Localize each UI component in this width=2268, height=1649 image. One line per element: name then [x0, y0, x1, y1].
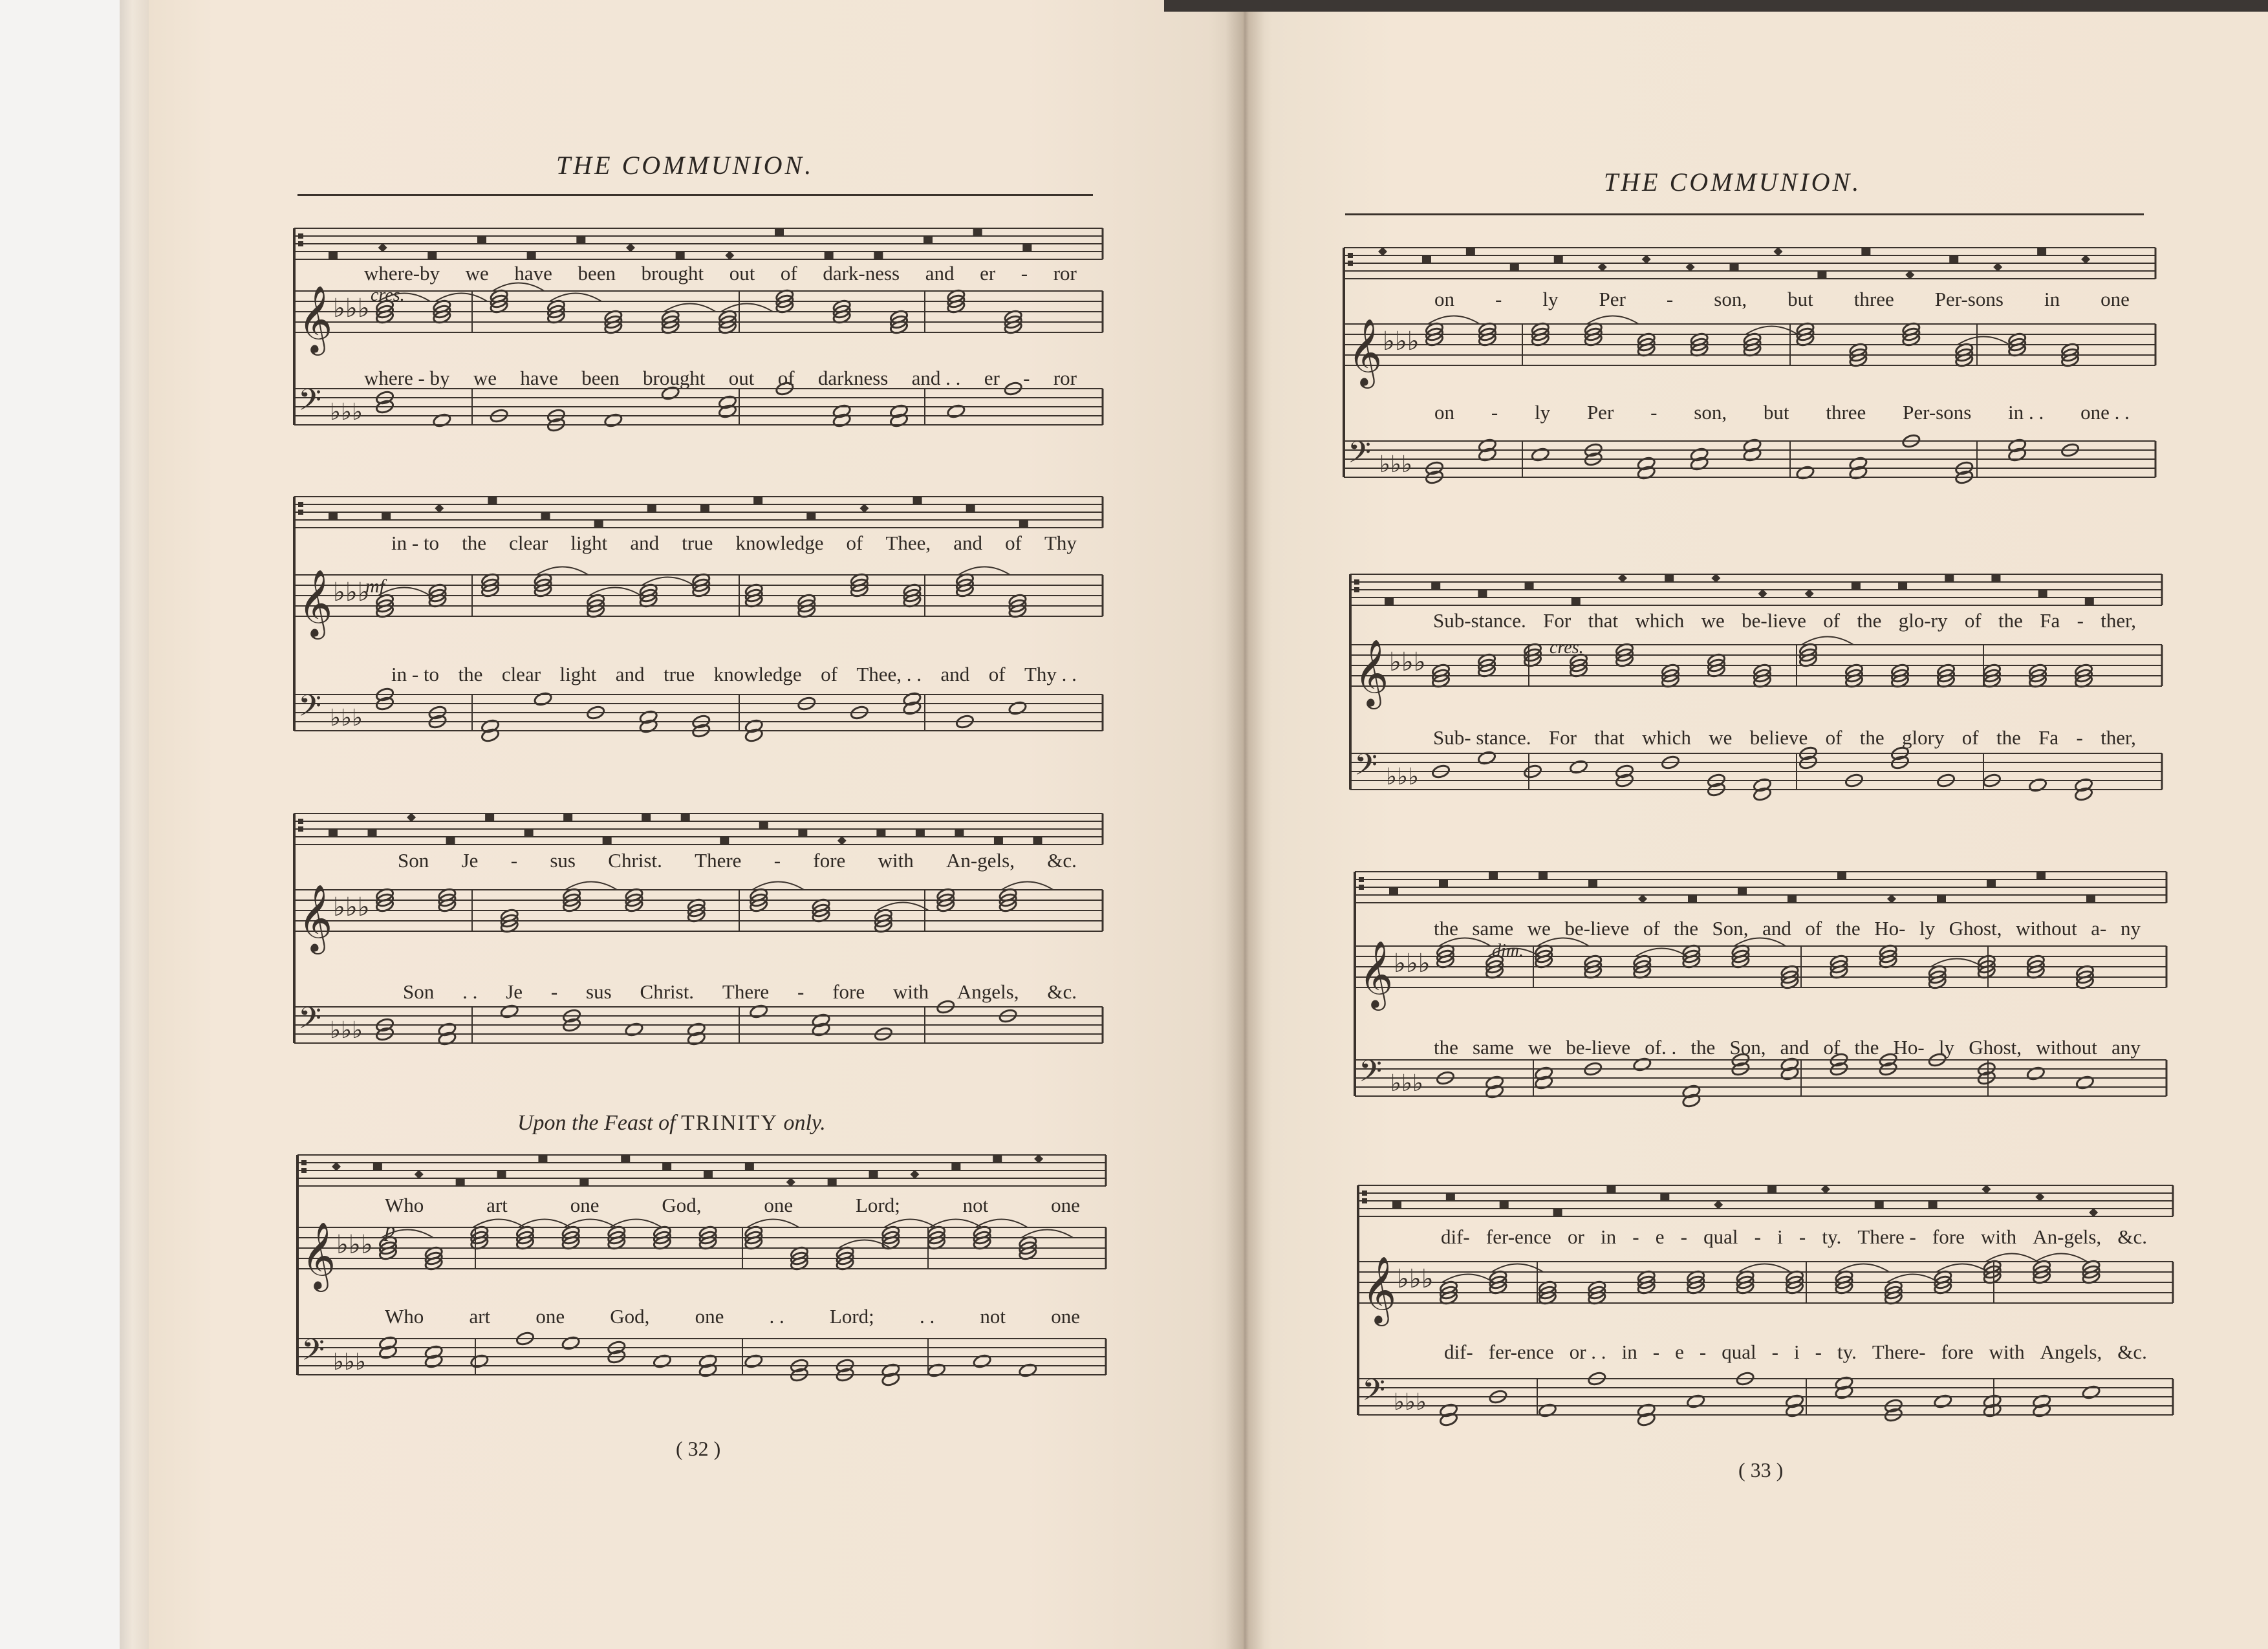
lyric-syllable: the [458, 663, 483, 685]
lyric-syllable: Thee, [885, 532, 931, 554]
svg-text:♭♭♭: ♭♭♭ [333, 892, 370, 922]
lyric-syllable: qual [1703, 1225, 1738, 1248]
lyric-syllable: one [1051, 1194, 1080, 1216]
lyric-syllable: Fa [2040, 609, 2060, 632]
svg-text:♭♭♭: ♭♭♭ [1386, 764, 1419, 790]
left-page-number: ( 32 ) [676, 1437, 721, 1460]
trinity-rubric [517, 1111, 826, 1136]
lyric-syllable: Fa [2038, 726, 2059, 749]
lyric-syllable: and . . [911, 367, 961, 389]
svg-text:𝄞: 𝄞 [298, 884, 333, 952]
lyric-syllable: been [578, 262, 616, 285]
svg-text:𝄢: 𝄢 [298, 689, 322, 731]
svg-text:♭♭♭: ♭♭♭ [1379, 451, 1412, 478]
lyric-syllable: without [2036, 1036, 2097, 1059]
lyric-syllable: that [1588, 609, 1619, 632]
lyric-syllable: An-gels, [2033, 1225, 2102, 1248]
lyric-syllable: Son [398, 849, 429, 872]
lyric-syllable: There [695, 849, 742, 872]
lyric-syllable: Who [385, 1305, 424, 1328]
lyric-syllable: ly [1938, 1036, 1955, 1059]
lyric-syllable: have [520, 367, 558, 389]
lyric-syllable: ror [1053, 262, 1077, 285]
svg-text:𝄢: 𝄢 [1362, 1373, 1386, 1415]
lyric-syllable: with [878, 849, 914, 872]
lyric-syllable: Who [385, 1194, 424, 1216]
staff-notation [1344, 242, 2155, 514]
lyric-syllable: ly [1534, 401, 1551, 424]
lyric-syllable: three [1826, 401, 1866, 424]
lyric-syllable: God, [662, 1194, 702, 1216]
lyric-syllable: be-lieve [1742, 609, 1806, 632]
lyric-syllable: - [1754, 1225, 1761, 1248]
lyric-syllable: of [1961, 726, 1979, 749]
lyric-syllable: There [722, 980, 770, 1003]
svg-text:♭♭♭: ♭♭♭ [333, 1349, 366, 1375]
svg-text:𝄞: 𝄞 [301, 1222, 336, 1289]
lyric-syllable: the [1835, 917, 1861, 940]
lyric-syllable: but [1763, 401, 1789, 424]
lyric-syllable: Thy [1044, 532, 1077, 554]
lyric-syllable: e [1675, 1341, 1684, 1363]
lyric-syllable: . . [769, 1305, 784, 1328]
music-system [1350, 569, 2162, 821]
lyric-syllable: knowledge [735, 532, 824, 554]
lyric-syllable: and [615, 663, 645, 685]
lyric-syllable: light [559, 663, 597, 685]
lyric-syllable: ror [1053, 367, 1077, 389]
lyric-syllable: one [1051, 1305, 1080, 1328]
lyric-syllable: the [1857, 609, 1882, 632]
lyric-syllable: one [764, 1194, 794, 1216]
lyric-syllable: of. . [1645, 1036, 1677, 1059]
lyric-syllable: - [1798, 1225, 1806, 1248]
lyric-syllable: son, [1694, 401, 1727, 424]
svg-text:𝄢: 𝄢 [1359, 1054, 1383, 1096]
lyric-syllable: Per [1586, 401, 1614, 424]
lyric-syllable: . . [919, 1305, 935, 1328]
lyric-syllable: ty. [1837, 1341, 1857, 1363]
lyric-syllable: ty. [1822, 1225, 1842, 1248]
lyric-syllable: Ghost, [1969, 1036, 2022, 1059]
staff-notation [1355, 867, 2166, 1132]
lyric-syllable: For [1543, 609, 1571, 632]
lyric-syllable: true [663, 663, 695, 685]
lyric-syllable: - [797, 980, 805, 1003]
lyric-syllable: of [777, 367, 795, 389]
lyric-syllable: Christ. [608, 849, 662, 872]
lyric-syllable: dif- [1444, 1341, 1473, 1363]
lyric-syllable: ly [1542, 288, 1559, 310]
lyric-syllable: Per [1599, 288, 1626, 310]
lyric-syllable: brought [643, 367, 706, 389]
lyric-syllable: out [728, 367, 755, 389]
lyric-syllable: fore [1941, 1341, 1974, 1363]
lyric-syllable: one . . [2080, 401, 2130, 424]
lyric-syllable: Ho- [1874, 917, 1906, 940]
lyric-syllable: on [1434, 288, 1454, 310]
music-system [294, 808, 1103, 1080]
lyric-syllable: the [1996, 726, 2021, 749]
svg-text:♭♭♭: ♭♭♭ [336, 1230, 373, 1260]
lyric-syllable: we [465, 262, 489, 285]
left-page-header: THE COMMUNION. [556, 151, 814, 180]
lyric-syllable: in - to [391, 663, 440, 685]
lyric-syllable: that [1594, 726, 1625, 749]
music-system [294, 491, 1103, 770]
lyric-syllable: be-lieve [1564, 917, 1630, 940]
svg-text:♭♭♭: ♭♭♭ [1394, 949, 1431, 978]
lyric-syllable: &c. [1047, 980, 1077, 1003]
lyric-syllable: have [514, 262, 552, 285]
lyric-syllable: or [1567, 1225, 1584, 1248]
svg-text:♭♭♭: ♭♭♭ [1390, 1070, 1423, 1097]
lyric-syllable: one [695, 1305, 724, 1328]
rubric-pre: Upon the Feast of [517, 1111, 676, 1135]
lyric-syllable: e [1655, 1225, 1665, 1248]
lyric-syllable: of [780, 262, 797, 285]
lyric-syllable: Per-sons [1903, 401, 1972, 424]
lyric-syllable: the [462, 532, 487, 554]
dynamic-marking: p [385, 1218, 395, 1241]
svg-text:♭♭♭: ♭♭♭ [330, 705, 363, 731]
lyric-syllable: Son [403, 980, 435, 1003]
lyric-syllable: been [581, 367, 620, 389]
lyric-syllable: - [550, 980, 558, 1003]
lyric-syllable: which [1635, 609, 1685, 632]
lyric-syllable: clear [509, 532, 548, 554]
lyric-syllable: - [2076, 726, 2083, 749]
rubric-feast: TRINITY [681, 1111, 779, 1135]
lyric-syllable: light [570, 532, 608, 554]
lyric-syllable: any [2111, 1036, 2141, 1059]
music-system [1344, 242, 2155, 514]
lyric-syllable: &c. [1047, 849, 1077, 872]
lyric-syllable: and [1780, 1036, 1809, 1059]
music-system [294, 223, 1103, 449]
lyric-syllable: be-lieve [1566, 1036, 1631, 1059]
lyric-syllable: - [2077, 609, 2084, 632]
lyric-syllable: Thy . . [1024, 663, 1077, 685]
lyric-syllable: Thee, . . [856, 663, 922, 685]
lyric-syllable: fore [813, 849, 846, 872]
svg-text:♭♭♭: ♭♭♭ [333, 577, 370, 607]
lyric-syllable: - [1632, 1225, 1639, 1248]
lyric-syllable: er [980, 262, 996, 285]
svg-text:♭♭♭: ♭♭♭ [330, 1017, 363, 1044]
lyric-syllable: - [1650, 401, 1658, 424]
lyric-syllable: of [1964, 609, 1982, 632]
svg-text:𝄢: 𝄢 [1348, 435, 1372, 477]
lyric-syllable: dark-ness [823, 262, 900, 285]
lyric-syllable: - [1652, 1341, 1660, 1363]
lyric-syllable: art [469, 1305, 491, 1328]
lyric-syllable: fer-ence [1485, 1225, 1551, 1248]
rubric-post: only. [783, 1111, 826, 1135]
lyric-syllable: and [1762, 917, 1791, 940]
scan-edge [1164, 0, 2268, 12]
lyric-syllable: where-by [364, 262, 440, 285]
lyric-syllable: For [1548, 726, 1577, 749]
lyric-syllable: believe [1749, 726, 1808, 749]
right-page-header: THE COMMUNION. [1604, 167, 1862, 197]
lyric-syllable: one [570, 1194, 599, 1216]
lyric-syllable: with [1989, 1341, 2025, 1363]
lyric-syllable: sus [586, 980, 612, 1003]
lyric-syllable: Son, [1712, 917, 1749, 940]
svg-text:𝄢: 𝄢 [298, 383, 322, 425]
lyric-syllable: the [1674, 917, 1698, 940]
lyric-syllable: Je [506, 980, 523, 1003]
lyric-syllable: but [1787, 288, 1813, 310]
lyric-syllable: - [1680, 1225, 1687, 1248]
lyric-syllable: - [773, 849, 781, 872]
lyric-syllable: the [1859, 726, 1885, 749]
lyric-syllable: sus [550, 849, 576, 872]
lyric-syllable: the [1434, 917, 1458, 940]
lyric-syllable: Lord; [855, 1194, 900, 1216]
lyric-syllable: of [846, 532, 863, 554]
lyric-syllable: An-gels, [946, 849, 1015, 872]
lyric-syllable: in . . [2008, 401, 2044, 424]
lyric-syllable: - [1491, 401, 1498, 424]
lyric-syllable: Angels, [2040, 1341, 2102, 1363]
lyric-syllable: God, [610, 1305, 650, 1328]
lyric-syllable: fer-ence [1488, 1341, 1554, 1363]
lyric-syllable: a- [2091, 917, 2107, 940]
lyric-syllable: true [682, 532, 713, 554]
staff-notation [294, 491, 1103, 770]
lyric-syllable: with [892, 980, 929, 1003]
lyric-syllable: There - [1857, 1225, 1916, 1248]
lyric-syllable: ther, [2101, 609, 2136, 632]
lyric-syllable: Son, [1729, 1036, 1766, 1059]
lyric-syllable: darkness [817, 367, 889, 389]
lyric-syllable: of [1005, 532, 1022, 554]
lyric-syllable: Je [461, 849, 479, 872]
svg-text:♭♭♭: ♭♭♭ [1397, 1264, 1434, 1294]
lyric-syllable: we [1709, 726, 1733, 749]
lyric-syllable: and [953, 532, 983, 554]
lyric-syllable: of [1823, 609, 1841, 632]
lyric-syllable: out [729, 262, 755, 285]
svg-text:𝄢: 𝄢 [298, 1001, 322, 1043]
svg-text:𝄞: 𝄞 [1354, 639, 1389, 707]
lyric-syllable: qual [1722, 1341, 1756, 1363]
lyric-syllable: in [2044, 288, 2060, 310]
lyric-syllable: ly [1919, 917, 1936, 940]
lyric-syllable: without [2016, 917, 2077, 940]
left-header-rule [297, 194, 1093, 196]
lyric-syllable: - [1495, 288, 1502, 310]
page-edges [120, 0, 152, 1649]
right-page-number: ( 33 ) [1738, 1458, 1784, 1482]
lyric-syllable: er [984, 367, 1000, 389]
lyric-syllable: Christ. [640, 980, 695, 1003]
lyric-syllable: Lord; [829, 1305, 874, 1328]
lyric-syllable: Per-sons [1934, 288, 2003, 310]
lyric-syllable: of [1805, 917, 1822, 940]
svg-text:𝄞: 𝄞 [298, 569, 333, 637]
lyric-syllable: and [925, 262, 955, 285]
lyric-syllable: i [1794, 1341, 1800, 1363]
right-header-rule [1345, 213, 2144, 215]
lyric-syllable: - [1815, 1341, 1822, 1363]
lyric-syllable: Ghost, [1949, 917, 2002, 940]
lyric-syllable: or . . [1569, 1341, 1606, 1363]
lyric-syllable: the [1690, 1036, 1716, 1059]
lyric-syllable: brought [641, 262, 704, 285]
lyric-syllable: not [980, 1305, 1006, 1328]
lyric-syllable: of [1825, 726, 1842, 749]
book-gutter [1226, 0, 1264, 1649]
dynamic-marking: dim. [1492, 941, 1524, 961]
lyric-syllable: - [1771, 1341, 1778, 1363]
lyric-syllable: knowledge [713, 663, 802, 685]
dynamic-marking: cres. [371, 285, 405, 305]
lyric-syllable: on [1434, 401, 1454, 424]
lyric-syllable: of [1643, 917, 1660, 940]
lyric-syllable: i [1777, 1225, 1783, 1248]
lyric-syllable: same [1473, 1036, 1514, 1059]
lyric-syllable: There- [1872, 1341, 1926, 1363]
lyric-syllable: glo-ry [1898, 609, 1948, 632]
svg-text:𝄞: 𝄞 [1348, 318, 1383, 386]
svg-text:𝄞: 𝄞 [1359, 940, 1394, 1008]
svg-text:♭♭♭: ♭♭♭ [330, 399, 363, 426]
lyric-syllable: one [2101, 288, 2130, 310]
lyric-syllable: we [473, 367, 497, 389]
staff-notation [294, 223, 1103, 449]
lyric-syllable: and [940, 663, 970, 685]
lyric-syllable: the [1434, 1036, 1458, 1059]
staff-notation [1350, 569, 2162, 821]
lyric-syllable: Sub- stance. [1433, 726, 1531, 749]
lyric-syllable: glory [1902, 726, 1945, 749]
lyric-syllable: of [1823, 1036, 1841, 1059]
lyric-syllable: clear [501, 663, 541, 685]
lyric-syllable: of [821, 663, 837, 685]
background [0, 0, 129, 1649]
lyric-syllable: son, [1714, 288, 1747, 310]
lyric-syllable: we [1527, 917, 1551, 940]
lyric-syllable: where - by [364, 367, 450, 389]
lyric-syllable: and [630, 532, 660, 554]
dynamic-marking: mf [365, 576, 385, 597]
svg-text:♭♭♭: ♭♭♭ [1394, 1389, 1427, 1416]
lyric-syllable: fore [1932, 1225, 1965, 1248]
lyric-syllable: not [962, 1194, 989, 1216]
svg-text:𝄞: 𝄞 [1362, 1256, 1397, 1324]
lyric-syllable: in [1600, 1225, 1617, 1248]
music-system [1355, 867, 2166, 1132]
music-system [1358, 1180, 2173, 1452]
lyric-syllable: - [1023, 367, 1030, 389]
staff-notation [1358, 1180, 2173, 1452]
lyric-syllable: we [1701, 609, 1725, 632]
svg-text:𝄞: 𝄞 [298, 285, 333, 353]
lyric-syllable: one [535, 1305, 565, 1328]
lyric-syllable: - [1666, 288, 1674, 310]
lyric-syllable: &c. [2117, 1225, 2147, 1248]
dynamic-marking: cres. [1550, 638, 1584, 658]
lyric-syllable: dif- [1441, 1225, 1470, 1248]
lyric-syllable: the [1998, 609, 2023, 632]
svg-text:♭♭♭: ♭♭♭ [1389, 647, 1426, 677]
lyric-syllable: ther, [2101, 726, 2136, 749]
lyric-syllable: - [1021, 262, 1028, 285]
lyric-syllable: - [1699, 1341, 1707, 1363]
staff-notation [294, 808, 1103, 1080]
svg-text:𝄢: 𝄢 [301, 1333, 325, 1375]
lyric-syllable: Angels, [956, 980, 1019, 1003]
lyric-syllable: art [486, 1194, 508, 1216]
svg-text:𝄢: 𝄢 [1354, 748, 1378, 790]
lyric-syllable: we [1528, 1036, 1552, 1059]
lyric-syllable: of [988, 663, 1006, 685]
lyric-syllable: the [1854, 1036, 1879, 1059]
lyric-syllable: same [1472, 917, 1514, 940]
svg-text:♭♭♭: ♭♭♭ [1383, 327, 1420, 356]
lyric-syllable: &c. [2117, 1341, 2147, 1363]
lyric-syllable: Ho- [1893, 1036, 1925, 1059]
lyric-syllable: three [1853, 288, 1894, 310]
svg-text:♭♭♭: ♭♭♭ [333, 294, 370, 323]
lyric-syllable: Sub-stance. [1433, 609, 1526, 632]
lyric-syllable: which [1642, 726, 1691, 749]
music-system [297, 1150, 1106, 1408]
lyric-syllable: . . [462, 980, 478, 1003]
lyric-syllable: fore [832, 980, 865, 1003]
lyric-syllable: with [1981, 1225, 2017, 1248]
lyric-syllable: in [1621, 1341, 1637, 1363]
staff-notation [297, 1150, 1106, 1408]
lyric-syllable: in - to [391, 532, 440, 554]
lyric-syllable: - [510, 849, 518, 872]
lyric-syllable: ny [2120, 917, 2141, 940]
